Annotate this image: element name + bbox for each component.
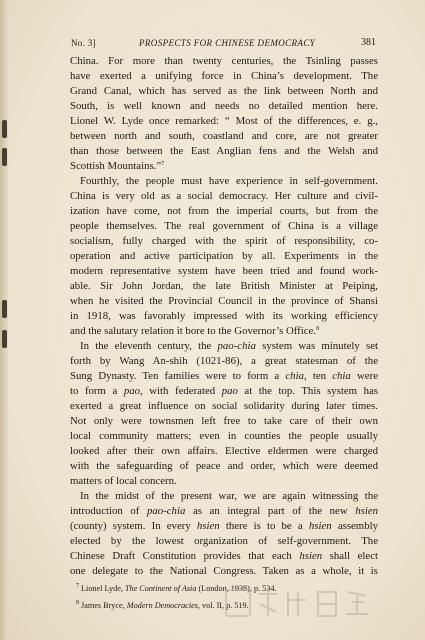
binding-hole (2, 330, 7, 348)
running-title: PROSPECTS FOR CHINESE DEMOCRACY (139, 38, 316, 48)
text-line: between north and south, coastland and core, are not greater (70, 130, 378, 142)
italic-term: pao (221, 385, 238, 397)
italic-term: pao-chia (146, 505, 186, 517)
italic-term: hsien (355, 505, 379, 517)
footnote-work: Modern Democracies, (126, 601, 200, 610)
footnote-citation: (London, 1938), p. 534. (198, 584, 277, 593)
text-line: when he visited the Provincial Council in the province of Shansi (70, 295, 378, 307)
paragraph-first-line: In the midst of the present war, we are again witnessing the (80, 490, 378, 502)
italic-term: hsien (299, 550, 323, 562)
footnote-ref: 8 (316, 326, 320, 332)
text-line: (county) system. In every hsien there is to be a hsien assembly (70, 520, 379, 532)
italic-term: hsien (308, 520, 332, 532)
text-line: Grand Canal, which has served as the link between North and (70, 85, 378, 97)
page-number: 381 (361, 37, 376, 48)
text-line-content: Scottish Mountains.” (70, 160, 162, 172)
text-line: able. Sir John Jordan, the late British Minister at Peiping, (70, 280, 378, 292)
text-line: looked after their own affairs. Elective eldermen were charged (70, 445, 378, 457)
text-line: people themselves. The real government of China is a village (70, 220, 378, 232)
text-line (70, 159, 378, 174)
text-line: Lionel W. Lyde once remarked: “ Most of the differences, e. g., (70, 115, 378, 127)
footnote-mark: 8 (76, 600, 79, 606)
text-line: Not only were townsmen left free to take care of their own (70, 415, 378, 427)
text-line: South, is well known and needs no detailed mention here. (70, 100, 378, 112)
paragraph-first-line: In the eleventh century, the pao-chia system was minutely set (80, 340, 378, 352)
text-line (70, 324, 378, 339)
footnote-author: James Bryce, (81, 601, 125, 610)
italic-term: hsien (196, 520, 220, 532)
text-line: have exerted a unifying force in China’s development. The (70, 70, 378, 82)
text-line: exerted a great influence on social solidarity during later times. (70, 400, 378, 412)
text-line: forth by Wang An-shih (1021-86), a great statesman of the (70, 355, 378, 367)
text-line: China is very old as a social democracy. Her culture and civil- (70, 190, 378, 202)
footnote-citation: vol. II, p. 519. (202, 601, 249, 610)
text-line: ization have come, not from the imperial courts, but from the (70, 205, 378, 217)
binding-holes (2, 0, 8, 640)
paragraph-first-line: Fourthly, the people must have experience in self-government. (80, 175, 378, 187)
binding-hole (2, 300, 7, 318)
footnote-work: The Continent of Asia (124, 584, 197, 593)
text-line: than those between the East Anglian fens and the Welsh and (70, 145, 378, 157)
text-line-content: and the salutary relation it bore to the Governor’s Office. (70, 325, 317, 337)
text-line: socialism, fully charged with the spirit of responsibility, co- (70, 235, 378, 247)
text-line: operation and active participation by all. Experiments in the (70, 250, 378, 262)
text-line: Chinese Draft Constitution provides that each hsien shall elect (70, 550, 378, 562)
text-line: in 1918, was favorably impressed with its working efficiency (70, 310, 378, 322)
italic-term: pao (123, 385, 141, 397)
binding-hole (2, 120, 7, 138)
text-line: local community matters; even in counties the people usually (70, 430, 378, 442)
text-line: one delegate to the National Congress. Taken as a whole, it is (70, 565, 378, 577)
italic-term: pao-chia (217, 340, 256, 352)
binding-hole (2, 148, 7, 166)
text-line: matters of local concern. (70, 475, 177, 487)
issue-number: No. 3] (71, 38, 96, 48)
text-line: with the safeguarding of peace and order, which were deemed (70, 460, 378, 472)
italic-term: chia (285, 370, 304, 382)
text-line: Sung Dynasty. Ten families were to form a chia, ten chia were (70, 370, 378, 382)
archive-watermark-stamp (222, 586, 382, 620)
footnote-author: Lionel Lyde, (81, 584, 123, 593)
body-text (70, 54, 378, 579)
footnote-ref: 7 (161, 161, 165, 167)
text-line: modern representative system have been tried and found work- (70, 265, 378, 277)
footnote-mark: 7 (76, 583, 79, 589)
text-line: introduction of pao-chia as an integral part of the new hsien (70, 505, 379, 517)
text-line: to form a pao, with federated pao at the top. This system has (70, 385, 378, 397)
text-line: China. For more than twenty centuries, the Tsinling passes (70, 55, 378, 67)
italic-term: chia (332, 370, 351, 382)
text-line: elected by the lowest organization of self-government. The (70, 535, 378, 547)
